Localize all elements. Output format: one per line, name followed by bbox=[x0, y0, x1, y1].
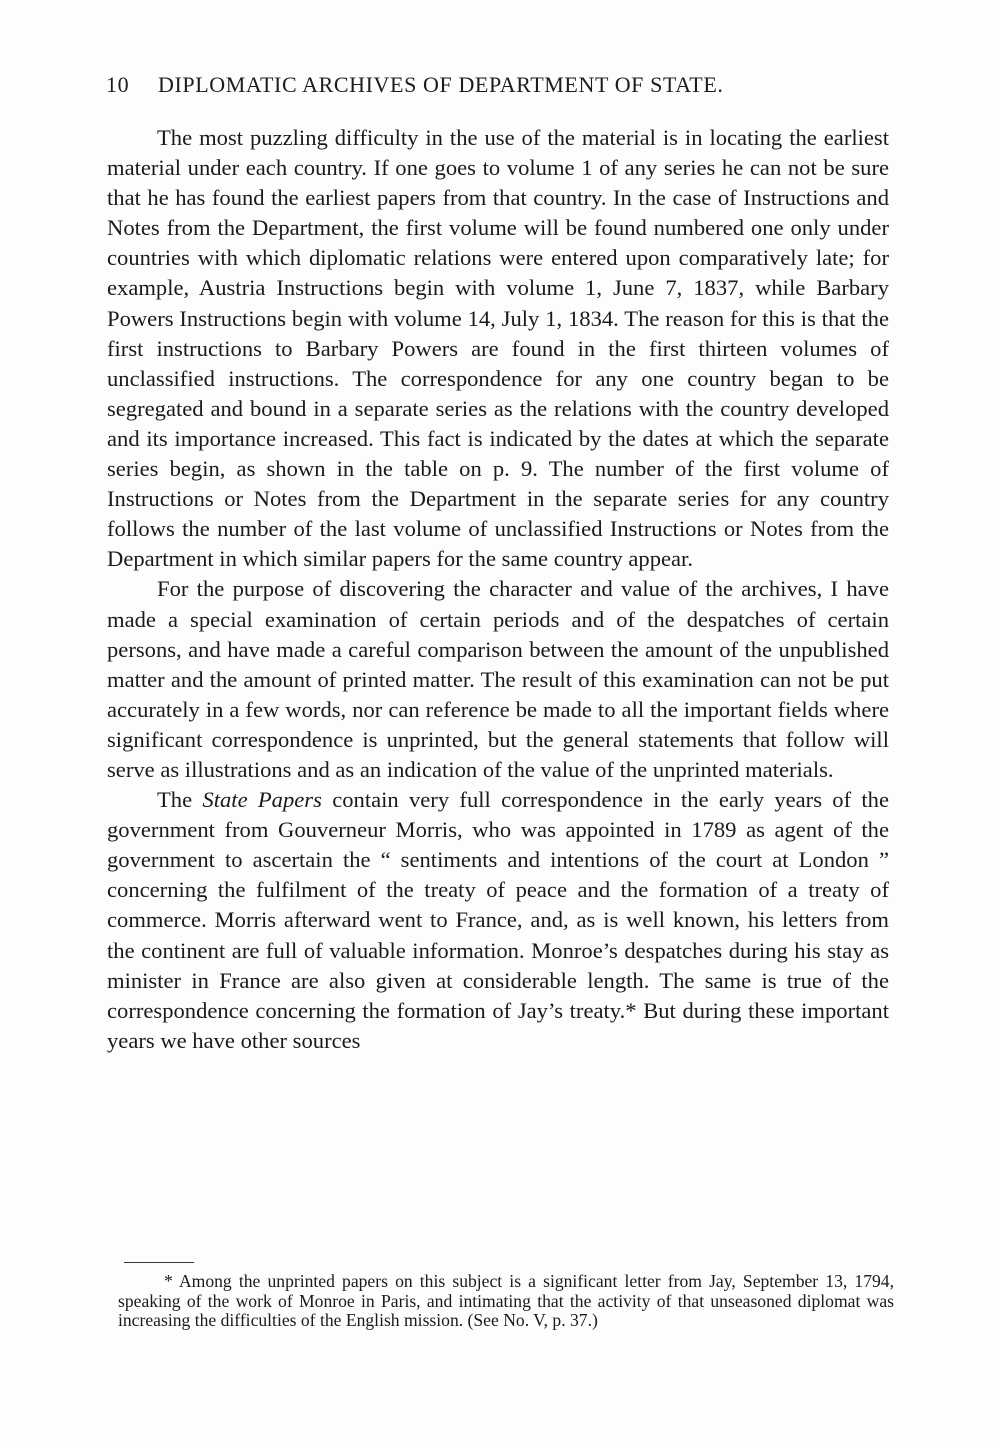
running-title: DIPLOMATIC ARCHIVES OF DEPARTMENT OF STATE. bbox=[158, 72, 724, 97]
paragraph-3 bbox=[107, 785, 889, 1056]
page-number: 10 bbox=[106, 72, 130, 97]
running-head bbox=[106, 72, 896, 98]
paragraph-1: The most puzzling difficulty in the use of the material is in locating the earliest material under each country. If one goes to volume 1 of any series he can not be sure that he has found the earliest papers from that country. In the case of Instructions and Notes from the Department, the first volume will be found numbered one only under countries with which diplomatic relations were entered upon comparatively late; for example, Austria Instructions begin with volume 1, June 7, 1837, while Barbary Powers Instructions begin with volume 14, July 1, 1834. The reason for this is that the first instructions to Barbary Powers are found in the first thirteen volumes of unclassified instructions. The correspondence for any one country began to be segregated and bound in a separate series as the relations with the country developed and its importance increased. This fact is indicated by the dates at which the separate series begin, as shown in the table on p. 9. The number of the first volume of Instructions or Notes from the Department in the separate series for any country follows the number of the last volume of unclassified Instructions or Notes from the Department in which similar papers for the same country appear. bbox=[107, 125, 889, 572]
footnote-rule bbox=[124, 1262, 194, 1263]
paragraph-2: For the purpose of discovering the character and value of the archives, I have made a special examination of certain periods and of the despatches of certain persons, and have made a careful comparison between the amount of the unpublished matter and the amount of printed matter. The result of this examination can not be put accurately in a few words, nor can reference be made to all the important fields where significant correspondence is unprinted, but the general statements that follow will serve as illustrations and as an indication of the value of the unprinted materials. bbox=[107, 576, 889, 782]
paragraph-3-lead: The bbox=[157, 787, 203, 813]
footnote bbox=[118, 1272, 894, 1331]
italic-title-state-papers: State Papers bbox=[202, 787, 322, 813]
footnote-text: * Among the unprinted papers on this subject is a significant letter from Jay, September 13, 1794, speaking of the work of Monroe in Paris, and intimating that the activity of that unseasoned diplomat was increasing the difficulties of the English mission. (See No. V, p. 37.) bbox=[118, 1271, 894, 1330]
body-text bbox=[107, 123, 889, 1056]
paragraph-3-rest: contain very full correspondence in the early years of the government from Gouverneur Morris, who was appointed in 1789 as agent of the government to ascertain the “ sentiments and intentions of the court at London ” concerning the fulfilment of the treaty of peace and the formation of a treaty of commerce. Morris afterward went to France, and, as is well known, his letters from the continent are full of valuable information. Monroe’s despatches during his stay as minister in France are also given at considerable length. The same is true of the correspondence concerning the formation of Jay’s treaty.* But during these important years we have other sources bbox=[107, 787, 889, 1053]
